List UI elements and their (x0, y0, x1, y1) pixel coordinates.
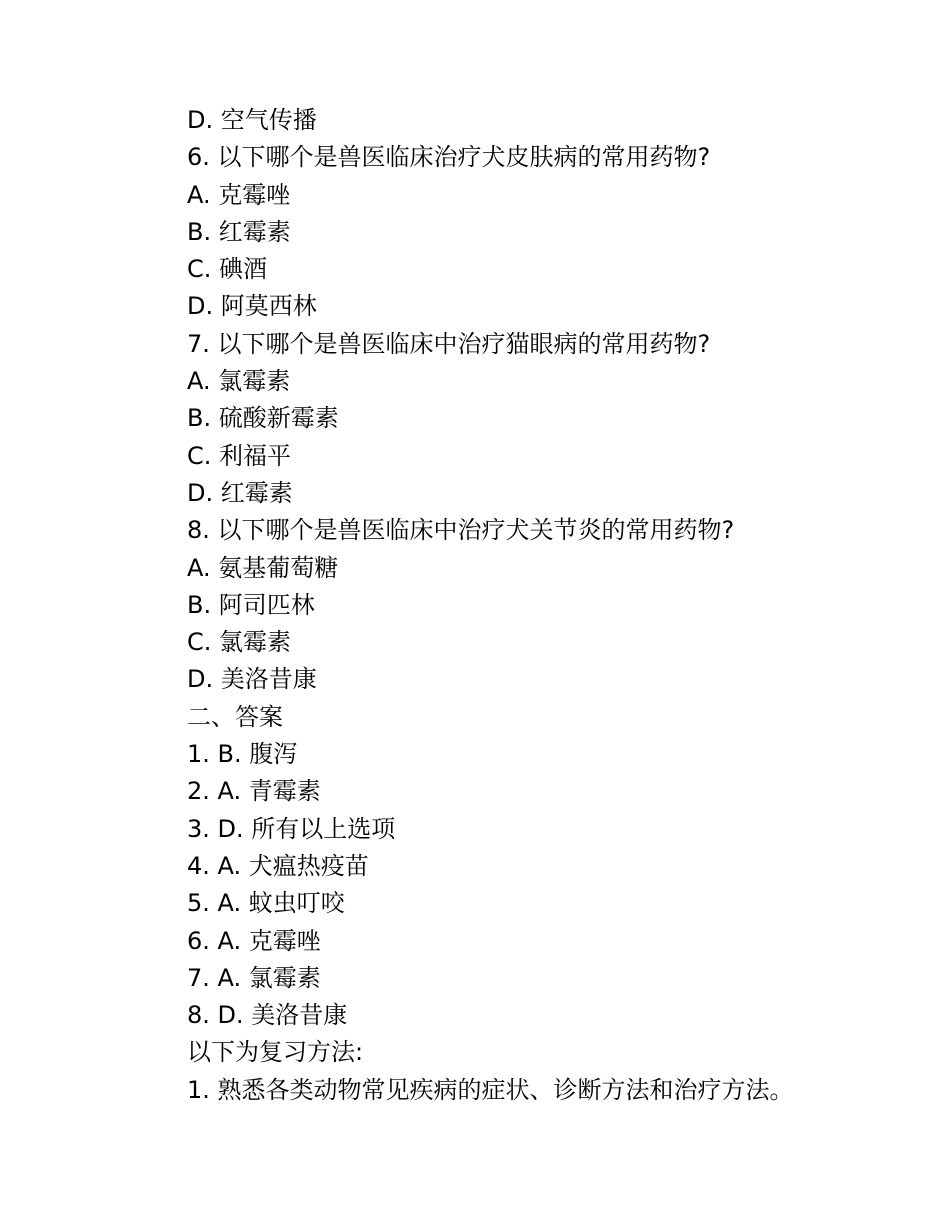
option-8c: C. 氯霉素 (187, 628, 292, 657)
review-methods-heading: 以下为复习方法: (187, 1038, 364, 1067)
option-7c: C. 利福平 (187, 441, 292, 470)
option-7b: B. 硫酸新霉素 (187, 404, 339, 433)
option-8a: A. 氨基葡萄糖 (187, 553, 339, 582)
option-8b: B. 阿司匹林 (187, 590, 315, 619)
document-body (187, 102, 887, 1109)
option-6d: D. 阿莫西林 (187, 292, 317, 321)
option-6a: A. 克霉唑 (187, 180, 291, 209)
answer-6: 6. A. 克霉唑 (187, 926, 321, 955)
option-6b: B. 红霉素 (187, 217, 291, 246)
answer-1: 1. B. 腹泻 (187, 740, 298, 769)
option-8d: D. 美洛昔康 (187, 665, 317, 694)
question-6: 6. 以下哪个是兽医临床治疗犬皮肤病的常用药物? (187, 143, 711, 172)
option-5d: D. 空气传播 (187, 106, 317, 134)
section-heading-answers: 二、答案 (187, 702, 283, 731)
option-6c: C. 碘酒 (187, 255, 268, 284)
answer-3: 3. D. 所有以上选项 (187, 814, 396, 843)
question-7: 7. 以下哪个是兽医临床中治疗猫眼病的常用药物? (187, 329, 711, 358)
answer-5: 5. A. 蚊虫叮咬 (187, 889, 345, 918)
option-7d: D. 红霉素 (187, 478, 293, 507)
answer-8: 8. D. 美洛昔康 (187, 1001, 348, 1030)
question-8: 8. 以下哪个是兽医临床中治疗犬关节炎的常用药物? (187, 516, 735, 545)
answer-4: 4. A. 犬瘟热疫苗 (187, 851, 369, 880)
review-method-1: 1. 熟悉各类动物常见疾病的症状、诊断方法和治疗方法。 (187, 1075, 794, 1104)
answer-2: 2. A. 青霉素 (187, 777, 321, 806)
option-7a: A. 氯霉素 (187, 367, 291, 396)
answer-7: 7. A. 氯霉素 (187, 963, 321, 992)
